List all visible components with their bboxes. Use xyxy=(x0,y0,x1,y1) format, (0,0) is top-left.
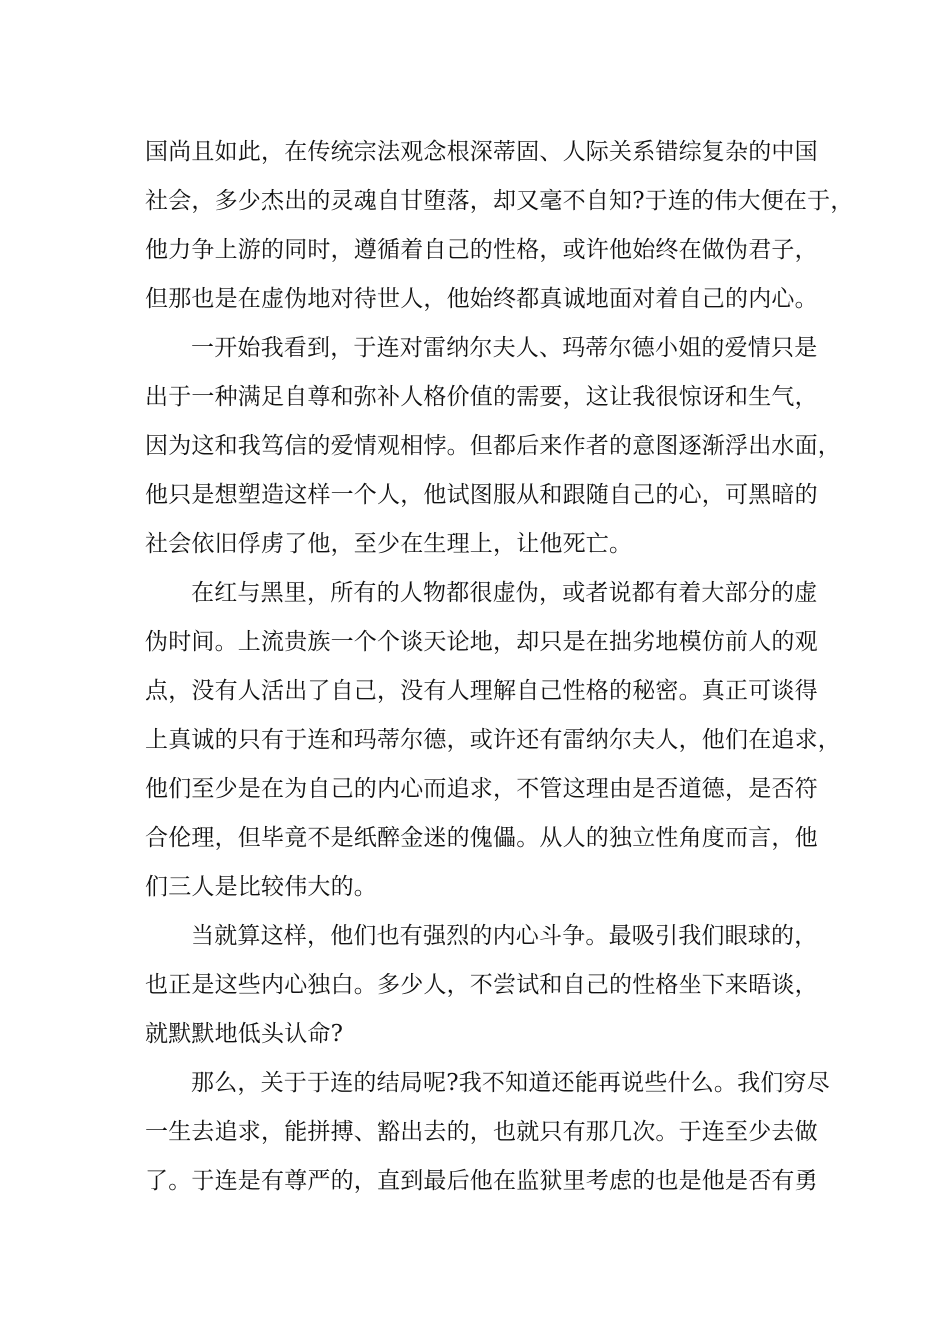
text-line: 他只是想塑造这样一个人，他试图服从和跟随自己的心，可黑暗的 xyxy=(145,482,818,508)
paragraph xyxy=(145,912,835,1059)
text-line: 因为这和我笃信的爱情观相悖。但都后来作者的意图逐渐浮出水面， xyxy=(145,433,841,459)
text-line: 伪时间。上流贵族一个个谈天论地，却只是在拙劣地模仿前人的观 xyxy=(145,629,818,655)
text-line: 在红与黑里，所有的人物都很虚伪，或者说都有着大部分的虚 xyxy=(191,580,818,606)
text-line: 社会依旧俘虏了他，至少在生理上，让他死亡。 xyxy=(145,531,633,557)
text-line: 他力争上游的同时，遵循着自己的性格，或许他始终在做伪君子， xyxy=(145,237,818,263)
text-line: 一生去追求，能拼搏、豁出去的，也就只有那几次。于连至少去做 xyxy=(145,1119,818,1145)
document-body xyxy=(145,128,854,1206)
text-line: 就默默地低头认命? xyxy=(145,1021,344,1047)
paragraph xyxy=(145,569,841,912)
text-line: 当就算这样，他们也有强烈的内心斗争。最吸引我们眼球的， xyxy=(191,923,818,949)
text-line: 们三人是比较伟大的。 xyxy=(145,874,377,900)
text-line: 社会，多少杰出的灵魂自甘堕落，却又毫不自知?于连的伟大便在于， xyxy=(145,188,854,214)
text-line: 合伦理，但毕竟不是纸醉金迷的傀儡。从人的独立性角度而言，他 xyxy=(145,825,818,851)
text-line: 但那也是在虚伪地对待世人，他始终都真诚地面对着自己的内心。 xyxy=(145,286,818,312)
paragraph xyxy=(145,1059,835,1206)
text-line: 出于一种满足自尊和弥补人格价值的需要，这让我很惊讶和生气， xyxy=(145,384,818,410)
text-line: 国尚且如此，在传统宗法观念根深蒂固、人际关系错综复杂的中国 xyxy=(145,139,818,165)
text-line: 也正是这些内心独白。多少人，不尝试和自己的性格坐下来晤谈， xyxy=(145,972,818,998)
text-line: 上真诚的只有于连和玛蒂尔德，或许还有雷纳尔夫人，他们在追求， xyxy=(145,727,841,753)
text-line: 了。于连是有尊严的，直到最后他在监狱里考虑的也是他是否有勇 xyxy=(145,1168,818,1194)
text-line: 点，没有人活出了自己，没有人理解自己性格的秘密。真正可谈得 xyxy=(145,678,818,704)
text-line: 他们至少是在为自己的内心而追求，不管这理由是否道德，是否符 xyxy=(145,776,818,802)
text-line: 一开始我看到，于连对雷纳尔夫人、玛蒂尔德小姐的爱情只是 xyxy=(191,335,818,361)
paragraph xyxy=(145,128,854,324)
paragraph xyxy=(145,324,841,569)
text-line: 那么，关于于连的结局呢?我不知道还能再说些什么。我们穷尽 xyxy=(191,1070,830,1096)
